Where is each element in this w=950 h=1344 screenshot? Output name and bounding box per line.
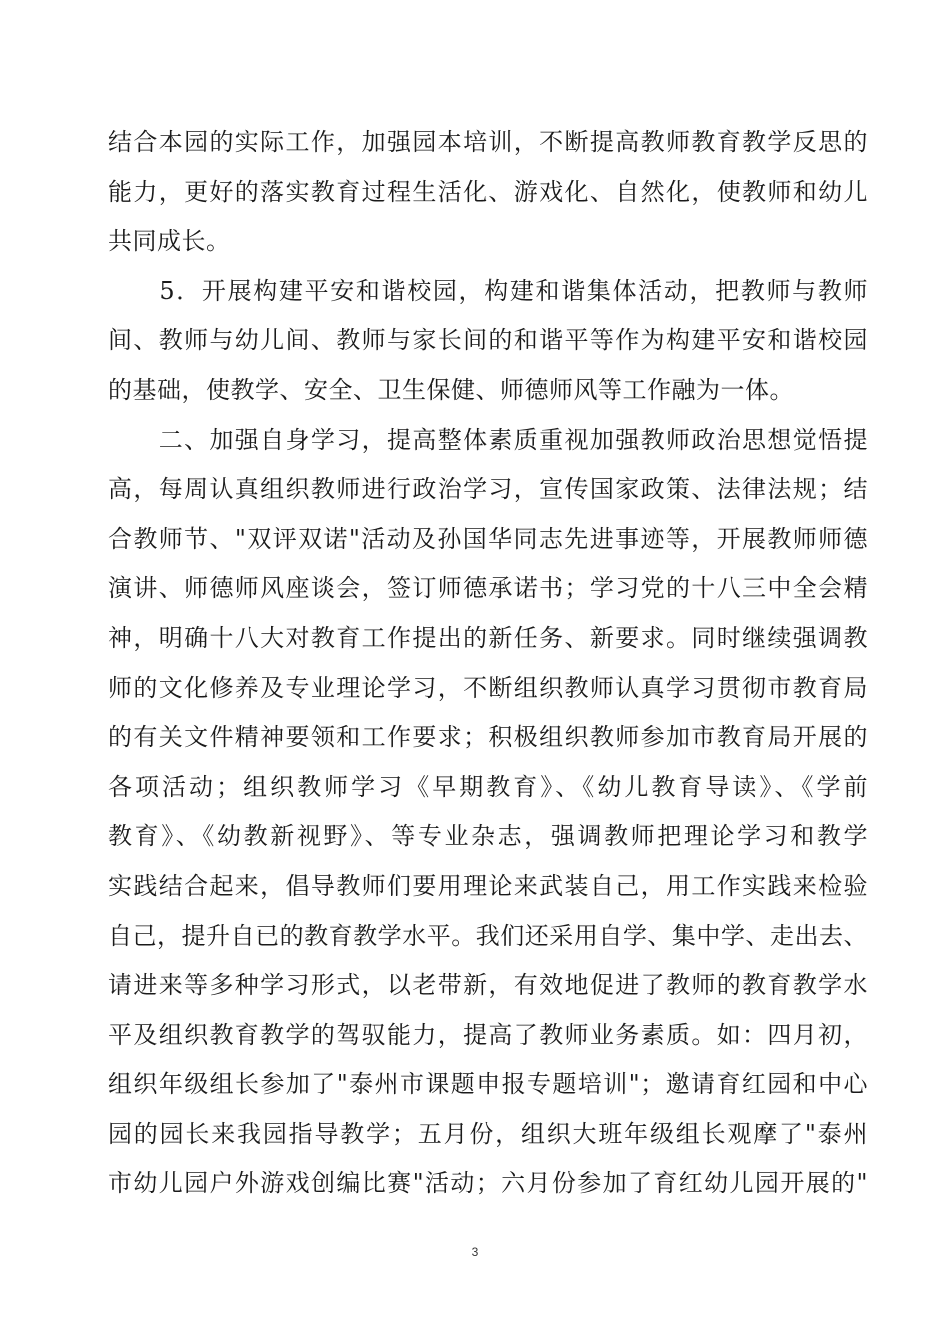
text-line: 神，明确十八大对教育工作提出的新任务、新要求。同时继续强调教 — [108, 623, 868, 652]
text-line: 能力，更好的落实教育过程生活化、游戏化、自然化，使教师和幼儿 — [108, 177, 868, 206]
page-number: 3 — [471, 1245, 479, 1259]
text-line: 的基础，使教学、安全、卫生保健、师德师风等工作融为一体。 — [108, 375, 794, 404]
text-line: 请进来等多种学习形式，以老带新，有效地促进了教师的教育教学水 — [108, 971, 868, 1000]
paragraph — [108, 416, 868, 1210]
document-body — [108, 118, 868, 1209]
text-line: 教育》、《幼教新视野》、等专业杂志，强调教师把理论学习和教学 — [108, 822, 868, 851]
text-line: 实践结合起来，倡导教师们要用理论来武装自己，用工作实践来检验 — [108, 871, 868, 900]
text-line: 演讲、师德师风座谈会，签订师德承诺书；学习党的十八三中全会精 — [108, 574, 868, 603]
text-line: 结合本园的实际工作，加强园本培训，不断提高教师教育教学反思的 — [108, 128, 868, 156]
text-line: 间、教师与幼儿间、教师与家长间的和谐平等作为构建平安和谐校园 — [108, 326, 868, 355]
text-line: 高，每周认真组织教师进行政治学习，宣传国家政策、法律法规；结 — [108, 475, 868, 504]
paragraph — [108, 118, 868, 267]
text-line: 5．开展构建平安和谐校园，构建和谐集体活动，把教师与教师 — [108, 276, 868, 305]
text-line: 园的园长来我园指导教学；五月份，组织大班年级组长观摩了"泰州 — [108, 1119, 868, 1148]
paragraph — [108, 267, 868, 416]
text-line: 二、加强自身学习，提高整体素质重视加强教师政治思想觉悟提 — [108, 425, 868, 454]
text-line: 自己，提升自已的教育教学水平。我们还采用自学、集中学、走出去、 — [108, 921, 868, 950]
text-line: 师的文化修养及专业理论学习，不断组织教师认真学习贯彻市教育局 — [108, 673, 868, 702]
text-line: 合教师节、"双评双诺"活动及孙国华同志先进事迹等，开展教师师德 — [108, 524, 868, 553]
text-line: 的有关文件精神要领和工作要求；积极组织教师参加市教育局开展的 — [108, 723, 868, 752]
text-line: 组织年级组长参加了"泰州市课题申报专题培训"；邀请育红园和中心 — [108, 1070, 868, 1099]
text-line: 共同成长。 — [108, 227, 231, 256]
text-line: 平及组织教育教学的驾驭能力，提高了教师业务素质。如：四月初， — [108, 1020, 868, 1049]
text-line: 各项活动；组织教师学习《早期教育》、《幼儿教育导读》、《学前 — [108, 772, 868, 801]
text-line: 市幼儿园户外游戏创编比赛"活动；六月份参加了育红幼儿园开展的" — [108, 1169, 868, 1198]
